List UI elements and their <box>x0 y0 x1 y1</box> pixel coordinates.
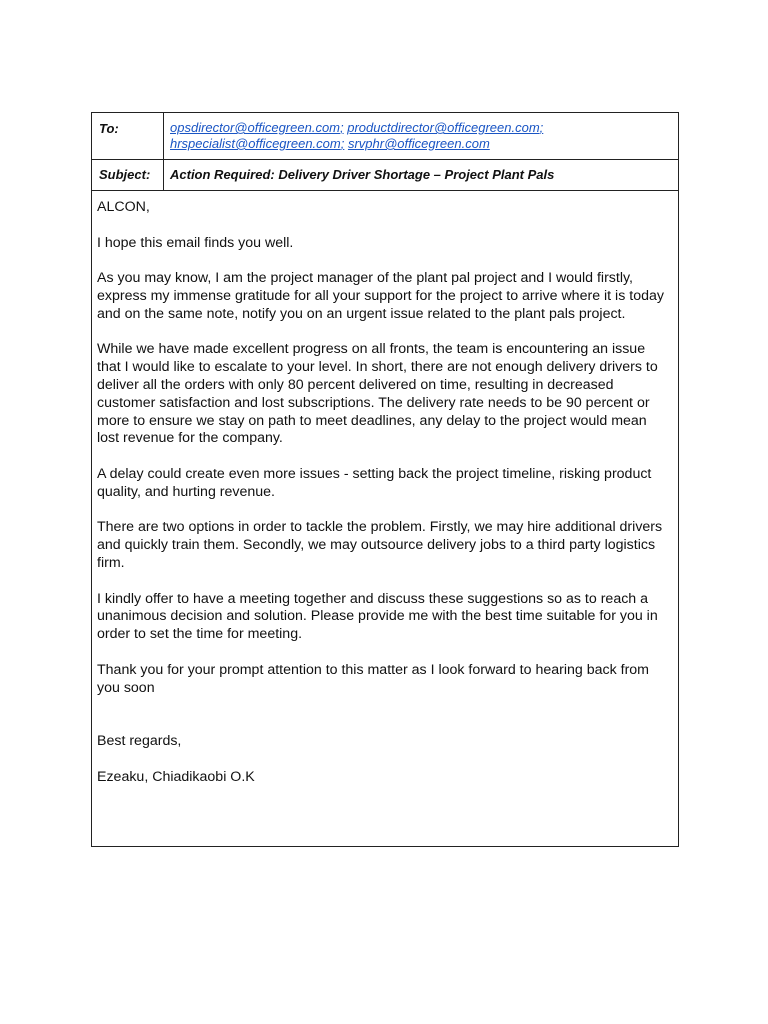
body-paragraph: I kindly offer to have a meeting together and discuss these suggestions so as to reach a unanimous decision and solution. Please provide me with the best time suitable for you in order to set the time for meeting. <box>97 590 658 643</box>
body-paragraph: While we have made excellent progress on all fronts, the team is encountering an issue that I would like to escalate to your level. In short, there are not enough delivery drivers to deliver all the orders with only 80 percent delivered on time, resulting in decreased customer satisfaction and lost subscriptions. The delivery rate needs to be 90 percent or more to ensure we stay on path to meet deadlines, any delay to the project would mean lost revenue for the company. <box>97 341 658 447</box>
recipient-link[interactable]: productdirector@officegreen.com <box>347 120 540 135</box>
recipient-link[interactable]: hrspecialist@officegreen.com <box>170 136 341 151</box>
body-paragraph: There are two options in order to tackle the problem. Firstly, we may hire additional drivers and quickly train them. Secondly, we may outsource delivery jobs to a third party logistics firm. <box>97 519 663 571</box>
body-paragraph: A delay could create even more issues - setting back the project timeline, risking product quality, and hurting revenue. <box>97 465 652 500</box>
recipient-separator: ; <box>340 136 345 151</box>
recipient-link[interactable]: opsdirector@officegreen.com <box>170 120 340 135</box>
body-paragraph: Thank you for your prompt attention to this matter as I look forward to hearing back from you soon <box>97 661 649 696</box>
closing: Best regards, <box>97 732 182 749</box>
recipient-separator: ; <box>539 120 544 135</box>
body-paragraph: As you may know, I am the project manager of the plant pal project and I would firstly, express my immense gratitude for all your support for the project to arrive where it is today and on the same note, notify you on an urgent issue related to the plant pals project. <box>97 270 664 322</box>
body-paragraph: I hope this email finds you well. <box>97 234 294 251</box>
recipient-link[interactable]: srvphr@officegreen.com <box>347 136 490 151</box>
recipients-field <box>164 113 678 159</box>
signature: Ezeaku, Chiadikaobi O.K <box>97 768 255 785</box>
subject-label: Subject: <box>92 160 164 190</box>
to-label: To: <box>92 113 164 159</box>
to-row <box>92 113 678 160</box>
email-body <box>92 191 678 786</box>
subject-row <box>92 160 678 191</box>
recipient-separator: ; <box>340 120 344 135</box>
subject-text: Action Required: Delivery Driver Shortage – Project Plant Pals <box>170 167 555 182</box>
greeting: ALCON, <box>97 199 150 215</box>
email-table <box>91 112 679 847</box>
